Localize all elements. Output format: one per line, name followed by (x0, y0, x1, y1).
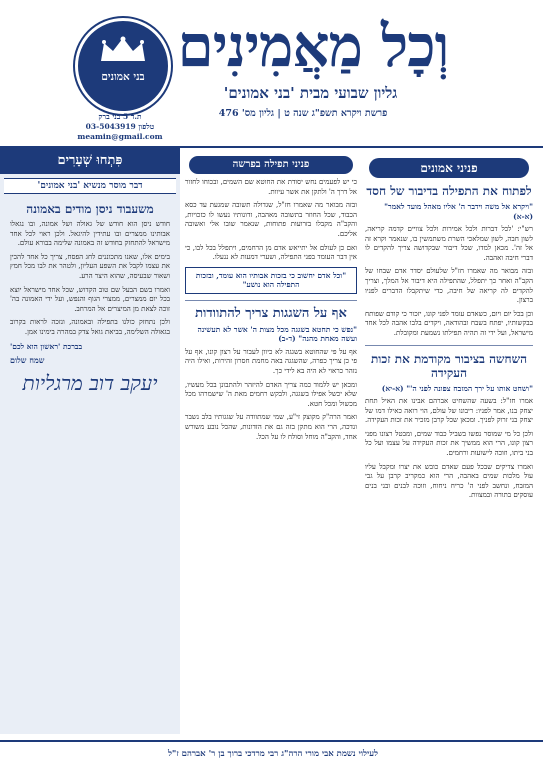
article-paragraph: ובזה מבואר מה שאמרו חז"ל, שגדולה תשובה שמגעת עד כסא הכבוד, שכל החוזר בתשובה מאהבה, זדונותיו נעשו לו כזכויות, והקב"ה מקבלו בזרועות פתוחות, שנאמר שובו אלי ואשובה אליכם. (185, 201, 357, 238)
article-paragraph: ואמר הרה"ק מקוצק זי"ע, שמי שמתוודה על שגגותיו בלב נשבר ונדכה, הרי הוא מתקן בזה גם את הזדונות, שהכל נובע משורש אחד, והקב"ה מוחל וסולח לו על הכל. (185, 413, 357, 441)
article-paragraph: ולכן כל מי שמוסר נפשו בשביל כבוד שמים, ומבטל רצונו מפני רצון קונו, הרי הוא ממשיך את זכות העקידה על עצמו ועל כל בני ביתו, וזוכה לישועות ורחמים. (365, 429, 533, 457)
article-paragraph: ומכאן יש ללמוד כמה צריך האדם להיזהר ולהתבונן בכל מעשיו, שלא יכשל אפילו בשגגה, ולבקש רחמים מאת ה' שישמרהו מכל מכשול ומכל חטא. (185, 380, 357, 408)
left-column (0, 148, 180, 734)
section-label-middle: פניני תפילה בפרשה (189, 156, 353, 174)
author-signature: יעקב דוב מרגליות (22, 371, 158, 396)
contact-line: meamin@gmail.com (77, 132, 163, 141)
footer-dedication: לעילוי נשמת אבי מורי הרה"ג רבי מרדכי ברוך בן ר' אברהם ז"ל (167, 749, 379, 759)
article-headline: משעבוד ניסן מודים באמונה (26, 202, 154, 216)
middle-column (185, 154, 357, 728)
left-column-subheader: דבר מוסר מנשיא 'בני אמונים' (4, 178, 176, 194)
masthead (0, 0, 543, 148)
article-paragraph: אמרו חז"ל: בשעה שהשחיט אברהם אבינו את האיל תחת יצחק בנו, אמר לפניו: ריבונו של עולם, הוי רואה כאילו דמו של יצחק בני זרוק לפניך. ומכאן שכל קרבן מזכיר את זכות העקידה. (365, 397, 533, 425)
article-headline: אף על השגגות צריך להתוודות (195, 305, 347, 321)
article-paragraph: כי יש לפעמים נחש יסודת את החוטא שם השמים, ובכוחו לחזור אל דרך ה' ולתקן את אשר עיוות. (185, 178, 357, 196)
article-paragraph: בימים אלו, שאנו מתכוננים לחג הפסח, צריך כל אחד להכין את עצמו לקבל את השפע העליון, ולטהר את לבו מכל חמץ ושאור שבעיסה, שהוא היצר הרע. (10, 252, 170, 280)
section-divider (365, 345, 533, 346)
article-paragraph: חודש ניסן הוא חודש של גאולה ושל אמונה, ובו נגאלו אבותינו ממצרים ובו עתידין להיגאל. ולכן ראוי לכל אחד מישראל להתחזק בחודש זה באמונה שלימה בבורא עולם. (10, 220, 170, 248)
left-column-body (0, 202, 180, 396)
article-lead: "ושחט אותו על ירך המזבח צפונה לפני ה'" (א-יא) (381, 383, 533, 393)
article-paragraph: ולכן נתחזק כולנו בתפילה ובאמונה, ונזכה לראות בקרוב בגאולה השלימה, בביאת גואל צדק במהרה בימינו אמן. (10, 318, 170, 336)
section-label-right: פניני אמונים (369, 158, 529, 178)
logo-text: בני אמונים (101, 71, 145, 83)
right-column (365, 154, 533, 728)
article-headline: לפתוח את התפילה בדיבור של חסד (366, 184, 532, 198)
newsletter-subtitle: גליון שבועי מבית 'בני אמונים' (223, 84, 398, 102)
article-paragraph: ואמרו צדיקים שבכל פעם שאדם כובש את יצרו ומקבל עליו עול מלכות שמים באהבה, הרי הוא כמקריב קרבן על גבי המזבח, ונחשב לפני ה' כריח ניחוח, וזוכה לבנים ובני בנים עוסקים בתורה ובמצוות. (365, 462, 533, 500)
article-lead: "ויקרא אל משה וידבר ה' אליו מאהל מועד לאמר" (א-א) (384, 202, 533, 221)
left-column-header: פִּתְחוּ שְׁעָרִים (0, 148, 180, 174)
issue-info: פרשת ויקרא תשפ"ג שנה ט | גליון מס' 476 (218, 108, 388, 119)
article-paragraph: רש"י: 'לכל דברות ולכל אמירות ולכל צוויים קדמה קריאה, לשון חבה, לשון שמלאכי השרת משתמשין בו, שנאמר וקרא זה אל זה'. מכאן למדו, שכל דיבור שבקדושה צריך להקדים לו דברי חיבה ואהבה. (365, 225, 533, 262)
article-paragraph: אף על פי שהחוטא בשגגה לא כיוון לעבור על רצון קונו, אף על פי כן צריך כפרה, שהשגגה באה מחמת חסרון זהירות, ואילו היה נזהר כראוי לא היה בא לידי כך. (185, 347, 357, 375)
footer (0, 740, 543, 768)
organization-logo (75, 18, 171, 114)
contact-line: ת.ד 5 בני ברק (98, 112, 142, 121)
article-paragraph: ואם כן לעולם אל יתייאש אדם מן הרחמים, ויתפלל בכל לבו, כי אין דבר העומד בפני התפילה, ושערי דמעות לא ננעלו. (185, 243, 357, 262)
contact-info (40, 112, 200, 142)
article-headline: השחשה בציבור מקודמת את זכות העקידה (370, 351, 527, 380)
article-lead: "נפש כי תחטא בשגגה מכל מצות ה' אשר לא תעשינה ועשה מאחת מהנה" (ד-ב) (197, 324, 357, 344)
newsletter-title: וְכָל מַאֲמִינִים (177, 12, 449, 80)
quote-box: "וכל אדם יחשוב כי בזכות אבותיו הוא עומד, ובזכות התפילה הוא נושע" (185, 267, 357, 294)
contact-line: טלפון 03-5043919 (85, 122, 155, 131)
section-divider (185, 300, 357, 301)
signature-label: שמח שלום (10, 355, 45, 366)
crown-icon (98, 35, 148, 63)
article-paragraph: ובזה מבואר מה שאמרו חז"ל שלעולם יסדר אדם שבחו של הקב"ה ואחר כך יתפלל, שהתפילה היא דיבור אל המלך, וצריך להקדים לה קריאה של חיבה, כדי שיתקבלו הדברים לפניו ברצון. (365, 267, 533, 305)
article-paragraph: וכן בכל יום ויום, כשאדם עומד לפני קונו, יזכור כי קודם שפותח בבקשותיו, יפתח בשבח ובהודאה, ויקדים בלבו אהבה לכל אחד מישראל, ועל ידי זה תהיה תפילתו נשמעת ומקובלת. (365, 309, 533, 337)
article-paragraph: ואמרו בשם הבעל שם טוב הקדוש, שכל אחד מישראל יוצא בכל יום ממצרים, ממצרי הגוף והנפש, ועל ידי האמונה בה' זוכה לצאת מן המיצרים אל המרחב. (10, 285, 170, 313)
closing-line: בברכת 'ראשון הוא לכם' (10, 341, 83, 351)
